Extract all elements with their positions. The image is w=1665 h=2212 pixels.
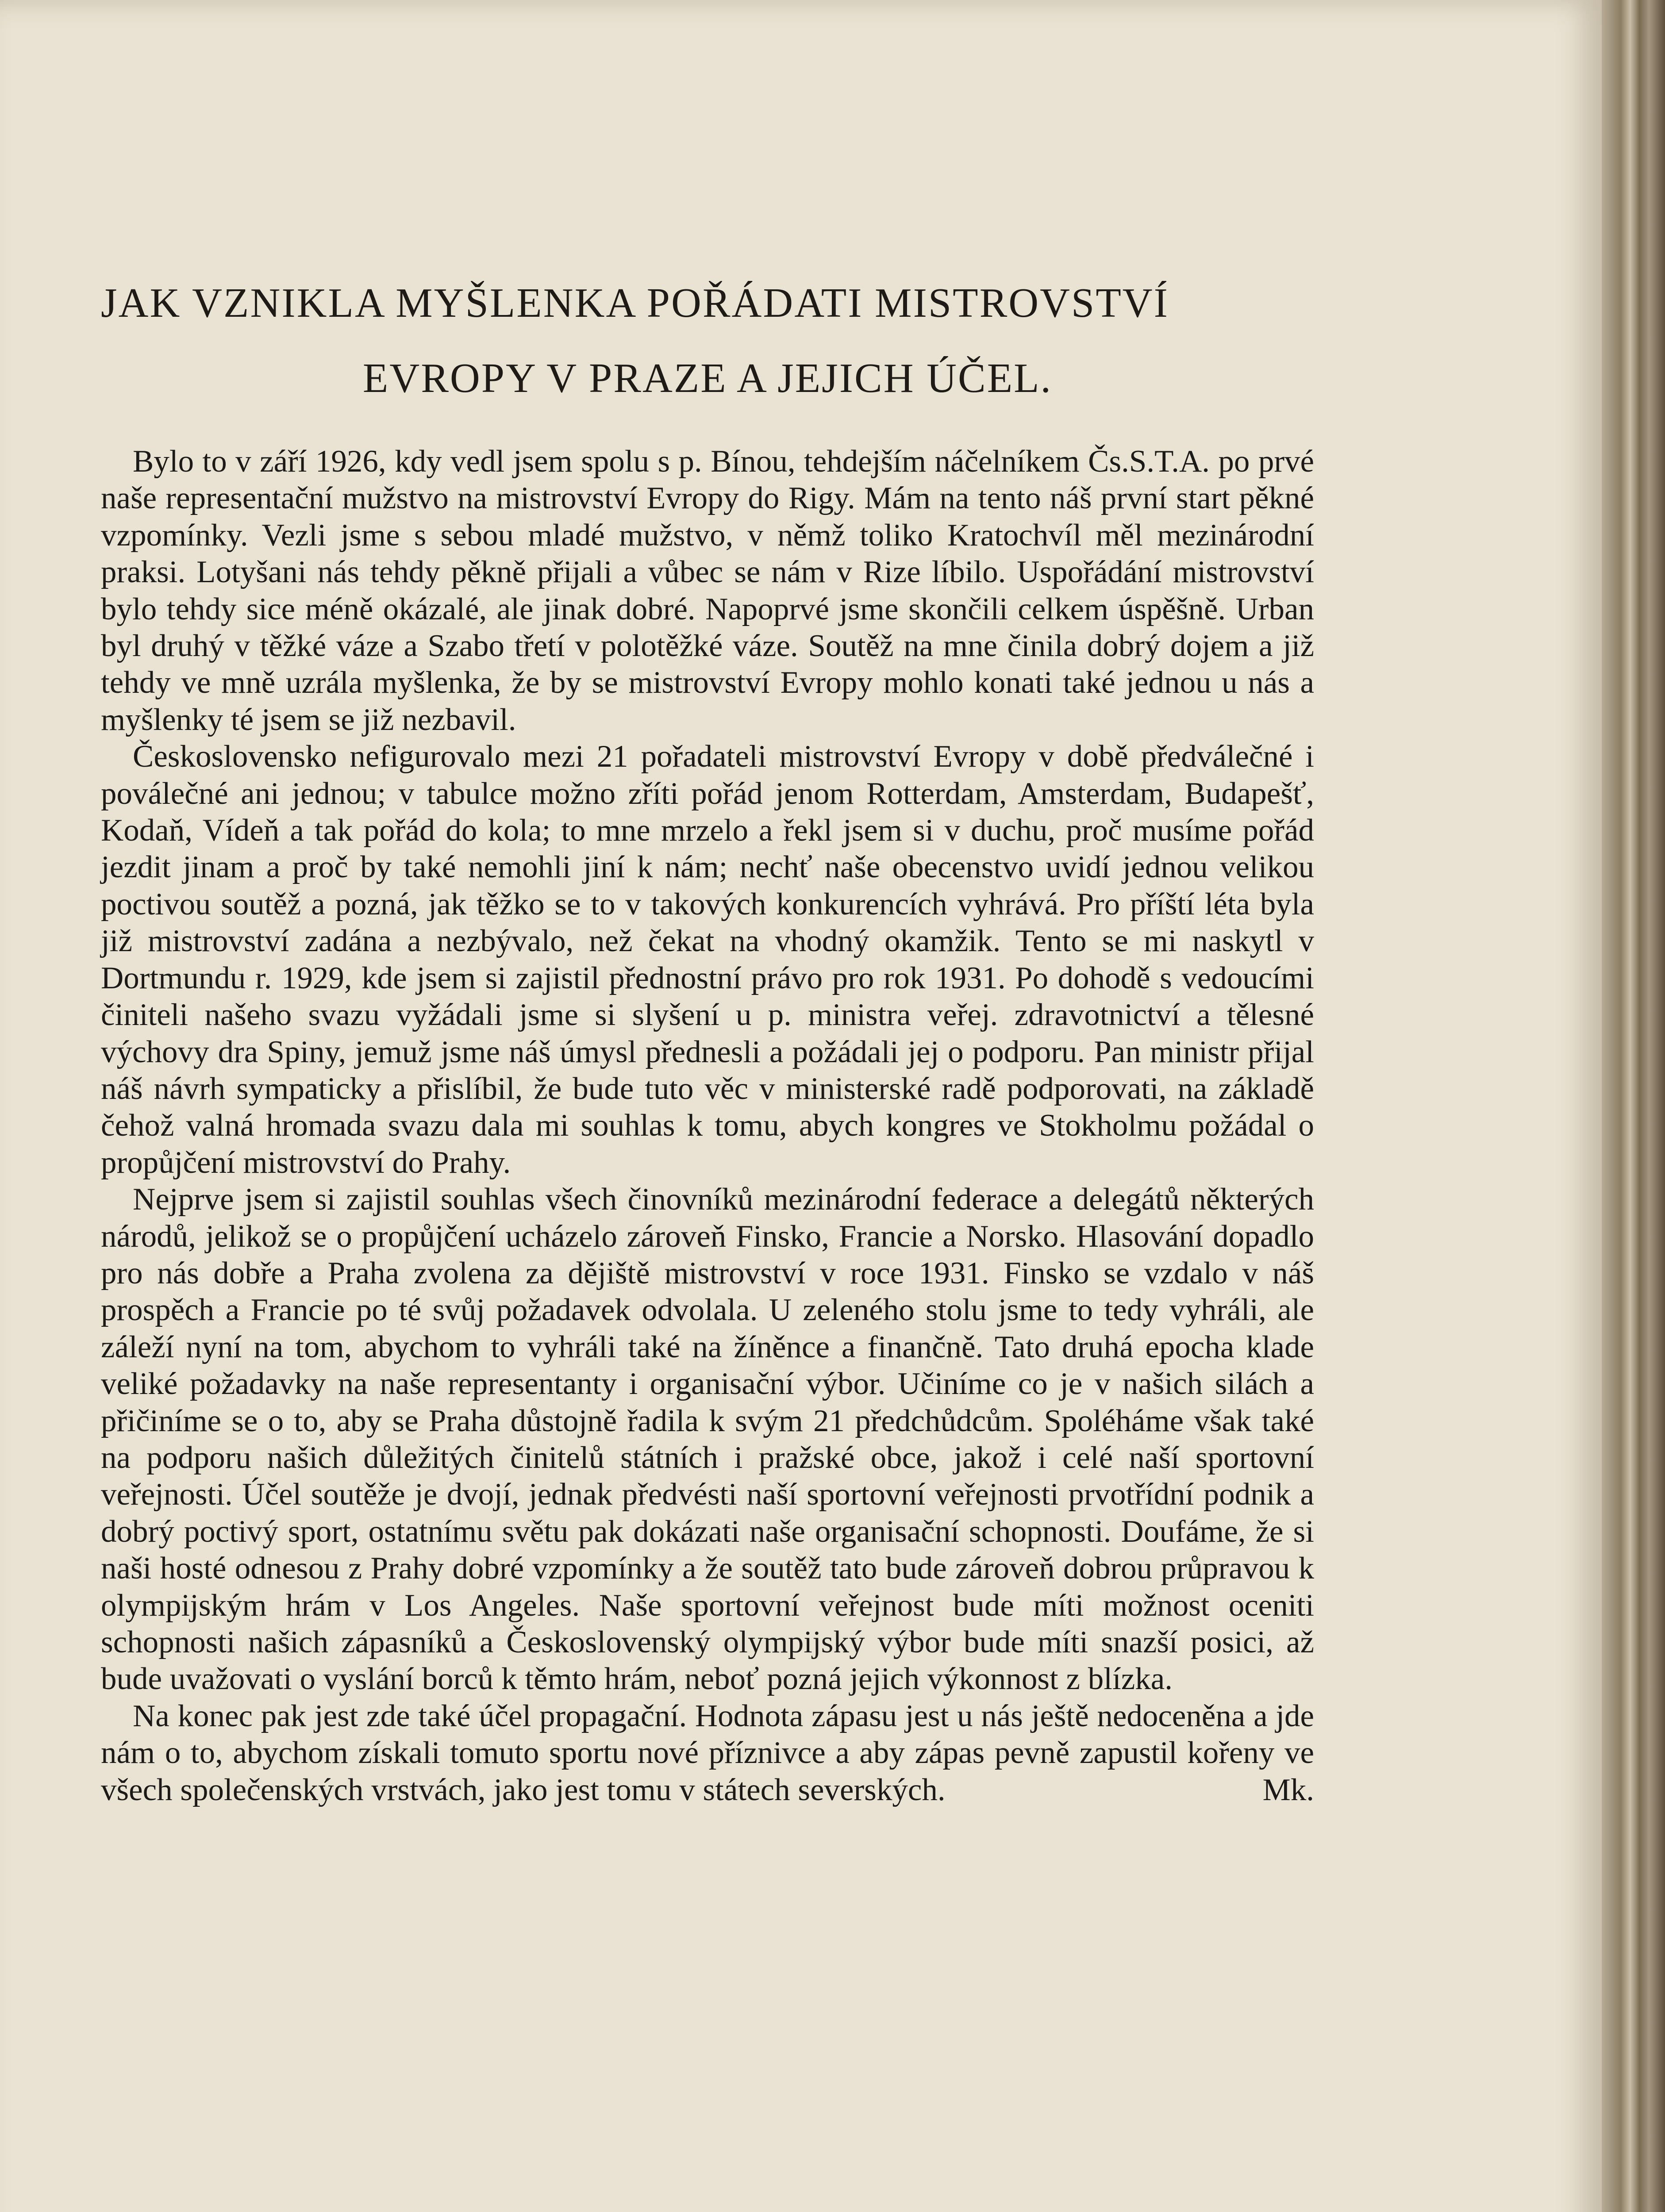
author-signature: Mk. <box>1262 1772 1314 1807</box>
paragraph-3: Nejprve jsem si zajistil souhlas všech činovníků mezinárodní federace a delegátů některých národů, jelikož se o propůjčení ucházelo zároveň Finsko, Francie a Norsko. Hlasování dopadlo pro nás dobře a Praha zvolena za dějiště mistrovství v roce 1931. Finsko se vzdalo v náš prospěch a Francie po té svůj požadavek odvolala. U zeleného stolu jsme to tedy vyhráli, ale záleží nyní na tom, abychom to vyhráli také na žíněnce a finančně. Tato druhá epocha klade veliké požadavky na naše representanty i organisační výbor. Učiníme co je v našich silách a přičiníme se o to, aby se Praha důstojně řadila k svým 21 předchůdcům. Spoléháme však také na podporu našich důležitých činitelů státních i pražské obce, jakož i celé naší sportovní veřejnosti. Účel soutěže je dvojí, jednak předvésti naší sportovní veřejnosti prvotřídní podnik a dobrý poctivý sport, ostatnímu světu pak dokázati naše organisační schopnosti. Doufáme, že si naši hosté odnesou z Prahy dobré vzpomínky a že soutěž tato bude zároveň dobrou průpravou k olympijským hrám v Los Angeles. Naše sportovní veřejnost bude míti možnost oceniti schopnosti našich zápasníků a Československý olympijský výbor bude míti snazší posici, až bude uvažovati o vyslání borců k těmto hrám, neboť pozná jejich výkonnost z blízka. <box>101 1182 1314 1697</box>
page-content <box>101 265 1314 1809</box>
article-title <box>101 265 1314 416</box>
article-body <box>101 443 1314 1809</box>
title-line-1: JAK VZNIKLA MYŠLENKA POŘÁDATI MISTROVSTVÍ <box>101 280 1169 326</box>
title-line-2: EVROPY V PRAZE A JEJICH ÚČEL. <box>362 355 1053 401</box>
paragraph-2: Československo nefigurovalo mezi 21 pořadateli mistrovství Evropy v době předválečné i poválečné ani jednou; v tabulce možno zříti pořád jenom Rotterdam, Amsterdam, Budapešť, Kodaň, Vídeň a tak pořád do kola; to mne mrzelo a řekl jsem si v duchu, proč musíme pořád jezdit jinam a proč by také nemohli jiní k nám; nechť naše obecenstvo uvidí jednou velikou poctivou soutěž a pozná, jak těžko se to v takových konkurencích vyhrává. Pro příští léta byla již mistrovství zadána a nezbývalo, než čekat na vhodný okamžik. Tento se mi naskytl v Dortmundu r. 1929, kde jsem si zajistil přednostní právo pro rok 1931. Po dohodě s vedoucími činiteli našeho svazu vyžádali jsme si slyšení u p. ministra veřej. zdravotnictví a tělesné výchovy dra Spiny, jemuž jsme náš úmysl přednesli a požádali jej o podporu. Pan ministr přijal náš návrh sympaticky a přislíbil, že bude tuto věc v ministerské radě podporovati, na základě čehož valná hromada svazu dala mi souhlas k tomu, abych kongres ve Stokholmu požádal o propůjčení mistrovství do Prahy. <box>101 739 1314 1180</box>
page-edge-stack <box>1602 0 1665 2212</box>
paragraph-1: Bylo to v září 1926, kdy vedl jsem spolu s p. Bínou, tehdejším náčelníkem Čs.S.T.A. po prvé naše representační mužstvo na mistrovství Evropy do Rigy. Mám na tento náš první start pěkné vzpomínky. Vezli jsme s sebou mladé mužstvo, v němž toliko Kratochvíl měl mezinárodní praksi. Lotyšani nás tehdy pěkně přijali a vůbec se nám v Rize líbilo. Uspořádání mistrovství bylo tehdy sice méně okázalé, ale jinak dobré. Napoprvé jsme skončili celkem úspěšně. Urban byl druhý v těžké váze a Szabo třetí v polotěžké váze. Soutěž na mne činila dobrý dojem a již tehdy ve mně uzrála myšlenka, že by se mistrovství Evropy mohlo konati také jednou u nás a myšlenky té jsem se již nezbavil. <box>101 444 1314 737</box>
paragraph-4 <box>101 1698 1314 1809</box>
paragraph-4-text: Na konec pak jest zde také účel propagační. Hodnota zápasu jest u nás ještě nedoceněna a jde nám o to, abychom získali tomuto sportu nové příznivce a aby zápas pevně zapustil kořeny ve všech společenských vrstvách, jako jest tomu v státech severských. <box>101 1698 1314 1807</box>
